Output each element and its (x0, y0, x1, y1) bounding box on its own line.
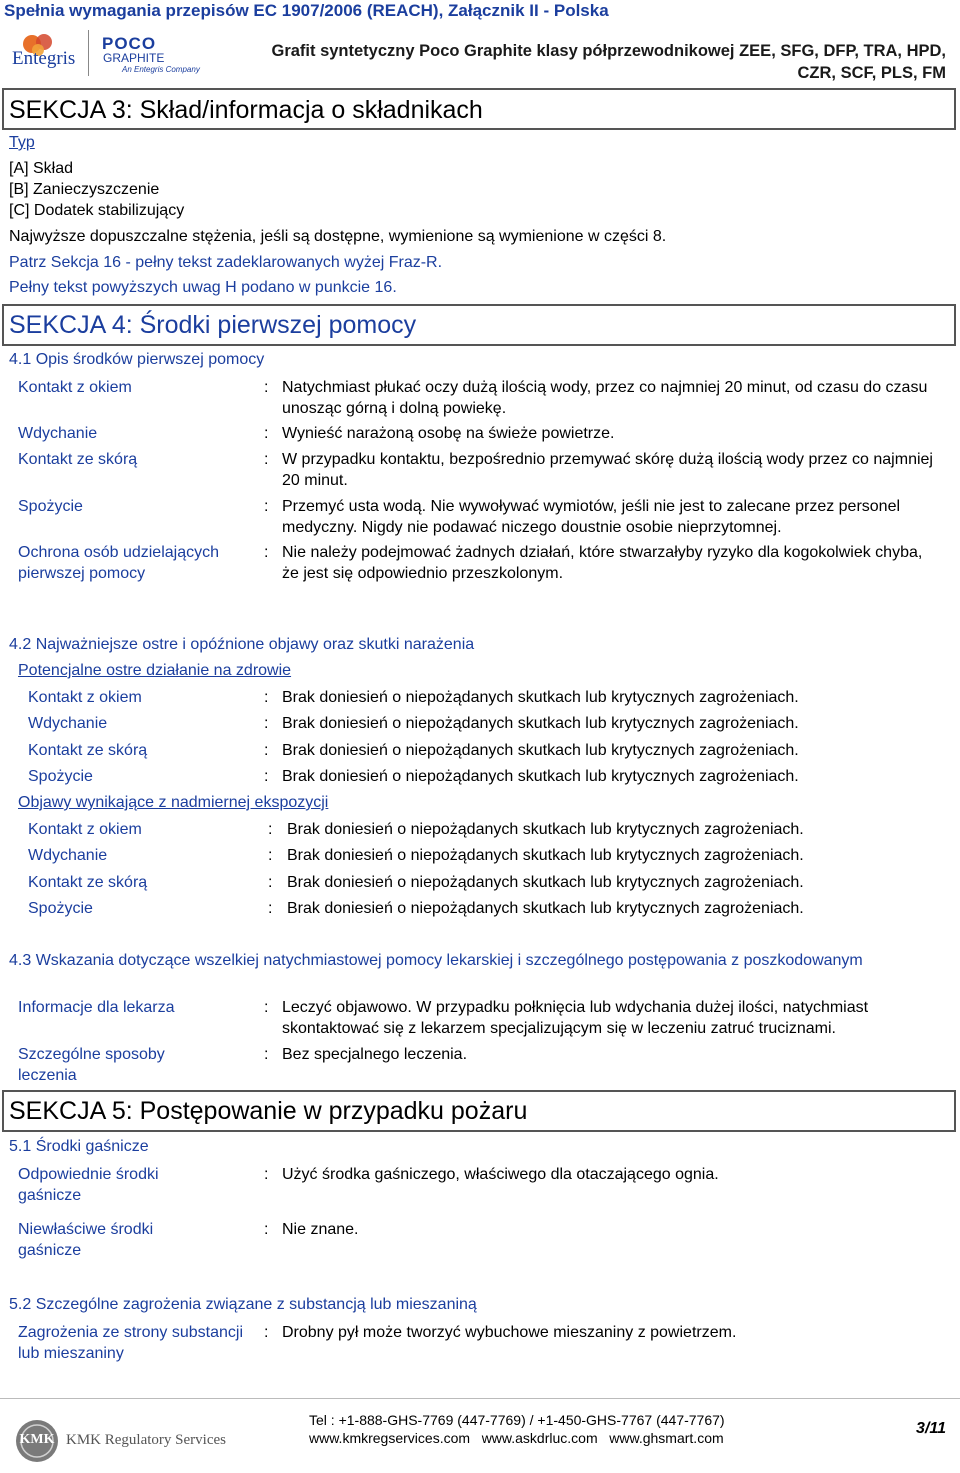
note-r-phrases: Patrz Sekcja 16 - pełny tekst zadeklarowanych wyżej Fraz-R. (9, 254, 443, 271)
first-aid-label-responders: Ochrona osób udzielających pierwszej pomocy (18, 544, 220, 582)
media-label-suitable: Odpowiednie środki gaśnicze (18, 1166, 159, 1204)
entegris-logo (8, 30, 80, 74)
medical-value-doctor: Leczyć objawowo. W przypadku połknięcia lub wdychania dużej ilości, natychmiast skontaktować się z lekarzem specjalizującym się w leczeniu zatruć truciznami. (282, 999, 869, 1037)
page-number: 3/11 (916, 1420, 946, 1437)
note-occupational-limits: Najwyższe dopuszczalne stężenia, jeśli są dostępne, wymienione są wymienione w części 8. (9, 228, 667, 245)
overexposure-label-ingestion: Spożycie (28, 900, 93, 917)
colon: : (268, 874, 273, 891)
colon: : (264, 1166, 269, 1183)
acute-value-inhalation: Brak doniesień o niepożądanych skutkach lub krytycznych zagrożeniach. (282, 715, 799, 732)
colon: : (264, 544, 269, 561)
hazard-label-substance: Zagrożenia ze strony substancji lub mieszaniny (18, 1324, 243, 1362)
overexposure-value-inhalation: Brak doniesień o niepożądanych skutkach lub krytycznych zagrożeniach. (287, 847, 804, 864)
type-item-a: [A] Skład (9, 160, 74, 177)
type-item-b: [B] Zanieczyszczenie (9, 181, 160, 198)
first-aid-value-responders: Nie należy podejmować żadnych działań, które stwarzałyby ryzyko dla kogokolwiek chyba, że jest się odpowiednio przeszkolonym. (282, 544, 923, 582)
first-aid-label-inhalation: Wdychanie (18, 425, 98, 442)
colon: : (268, 847, 273, 864)
acute-label-eye: Kontakt z okiem (28, 689, 142, 706)
subsection-4-2: 4.2 Najważniejsze ostre i opóźnione objawy oraz skutki narażenia (9, 636, 475, 653)
media-label-unsuitable: Niewłaściwe środki gaśnicze (18, 1221, 154, 1259)
subsection-4-3: 4.3 Wskazania dotyczące wszelkiej natychmiastowej pomocy lekarskiej i szczególnego postępowania z poszkodowanym (9, 952, 863, 969)
first-aid-value-skin: W przypadku kontaktu, bezpośrednio przemywać skórę dużą ilością wody przez co najmniej 20 minut. (282, 451, 933, 489)
product-title-line-2: CZR, SCF, PLS, FM (797, 64, 946, 82)
graphite-logo-text: GRAPHITE (103, 51, 165, 65)
colon: : (268, 821, 273, 838)
acute-value-skin: Brak doniesień o niepożądanych skutkach lub krytycznych zagrożeniach. (282, 742, 799, 759)
overexposure-label-skin: Kontakt ze skórą (28, 874, 148, 891)
medical-label-treatment: Szczególne sposoby leczenia (18, 1046, 165, 1084)
contact-websites[interactable]: www.kmkregservices.com www.askdrluc.com www.ghsmart.com (309, 1430, 724, 1446)
colon: : (264, 498, 269, 515)
first-aid-value-ingestion: Przemyć usta wodą. Nie wywoływać wymiotów, jeśli nie jest to zalecane przez personel medyczny. Nigdy nie podawać niczego doustnie osobie nieprzytomnej. (282, 498, 901, 536)
media-value-suitable: Użyć środka gaśniczego, właściwego dla otaczającego ognia. (282, 1166, 719, 1183)
footer-divider (0, 1398, 960, 1399)
subsection-4-1: 4.1 Opis środków pierwszej pomocy (9, 351, 265, 368)
acute-label-skin: Kontakt ze skórą (28, 742, 148, 759)
compliance-header: Spełnia wymagania przepisów EC 1907/2006 (REACH), Załącznik II - Polska (4, 1, 609, 20)
overexposure-value-ingestion: Brak doniesień o niepożądanych skutkach lub krytycznych zagrożeniach. (287, 900, 804, 917)
media-value-unsuitable: Nie znane. (282, 1221, 359, 1238)
medical-label-doctor: Informacje dla lekarza (18, 999, 175, 1016)
section-4-title: SEKCJA 4: Środki pierwszej pomocy (9, 311, 417, 339)
subsection-5-2: 5.2 Szczególne zagrożenia związane z substancją lub mieszaniną (9, 1296, 477, 1313)
colon: : (264, 715, 269, 732)
overexposure-label-inhalation: Wdychanie (28, 847, 108, 864)
section-3-title: SEKCJA 3: Skład/informacja o składnikach (9, 96, 483, 124)
product-title (220, 40, 946, 84)
first-aid-value-inhalation: Wynieść narażoną osobę na świeże powietrze. (282, 425, 615, 442)
colon: : (264, 1046, 269, 1063)
acute-value-ingestion: Brak doniesień o niepożądanych skutkach lub krytycznych zagrożeniach. (282, 768, 799, 785)
colon: : (264, 379, 269, 396)
acute-label-ingestion: Spożycie (28, 768, 93, 785)
colon: : (264, 742, 269, 759)
subsection-5-1: 5.1 Środki gaśnicze (9, 1138, 149, 1155)
kmk-logo (14, 1418, 60, 1464)
entegris-logo-text: Entegris (12, 48, 76, 69)
colon: : (264, 999, 269, 1016)
hazard-value-substance: Drobny pył może tworzyć wybuchowe mieszaniny z powietrzem. (282, 1324, 737, 1341)
first-aid-label-eye: Kontakt z okiem (18, 379, 132, 396)
first-aid-label-skin: Kontakt ze skórą (18, 451, 138, 468)
first-aid-value-eye: Natychmiast płukać oczy dużą ilością wody, przez co najmniej 20 minut, od czasu do czasu unosząc górną i dolną powiekę. (282, 379, 928, 417)
logo-divider (88, 30, 89, 76)
product-title-line-1: Grafit syntetyczny Poco Graphite klasy półprzewodnikowej ZEE, SFG, DFP, TRA, HPD, (271, 42, 946, 60)
colon: : (264, 768, 269, 785)
acute-label-inhalation: Wdychanie (28, 715, 108, 732)
note-h-statements: Pełny tekst powyższych uwag H podano w punkcie 16. (9, 279, 397, 296)
type-item-c: [C] Dodatek stabilizujący (9, 202, 185, 219)
colon: : (264, 689, 269, 706)
overexposure-heading: Objawy wynikające z nadmiernej ekspozycji (18, 794, 329, 811)
poco-logo (98, 32, 218, 76)
company-logo-text: An Entegris Company (122, 65, 200, 74)
type-label: Typ (9, 134, 35, 151)
colon: : (264, 1324, 269, 1341)
poco-logo-text: POCO (102, 34, 157, 53)
first-aid-label-ingestion: Spożycie (18, 498, 83, 515)
colon: : (264, 1221, 269, 1238)
overexposure-label-eye: Kontakt z okiem (28, 821, 142, 838)
medical-value-treatment: Bez specjalnego leczenia. (282, 1046, 468, 1063)
overexposure-value-eye: Brak doniesień o niepożądanych skutkach lub krytycznych zagrożeniach. (287, 821, 804, 838)
section-5-title: SEKCJA 5: Postępowanie w przypadku pożaru (9, 1097, 528, 1125)
contact-phone[interactable]: Tel : +1-888-GHS-7769 (447-7769) / +1-450-GHS-7767 (447-7767) (309, 1412, 725, 1428)
acute-effects-heading: Potencjalne ostre działanie na zdrowie (18, 662, 292, 679)
kmk-name: KMK Regulatory Services (66, 1432, 226, 1448)
overexposure-value-skin: Brak doniesień o niepożądanych skutkach lub krytycznych zagrożeniach. (287, 874, 804, 891)
colon: : (264, 425, 269, 442)
acute-value-eye: Brak doniesień o niepożądanych skutkach lub krytycznych zagrożeniach. (282, 689, 799, 706)
colon: : (264, 451, 269, 468)
colon: : (268, 900, 273, 917)
kmk-logo-mark: KMK (19, 1432, 55, 1447)
